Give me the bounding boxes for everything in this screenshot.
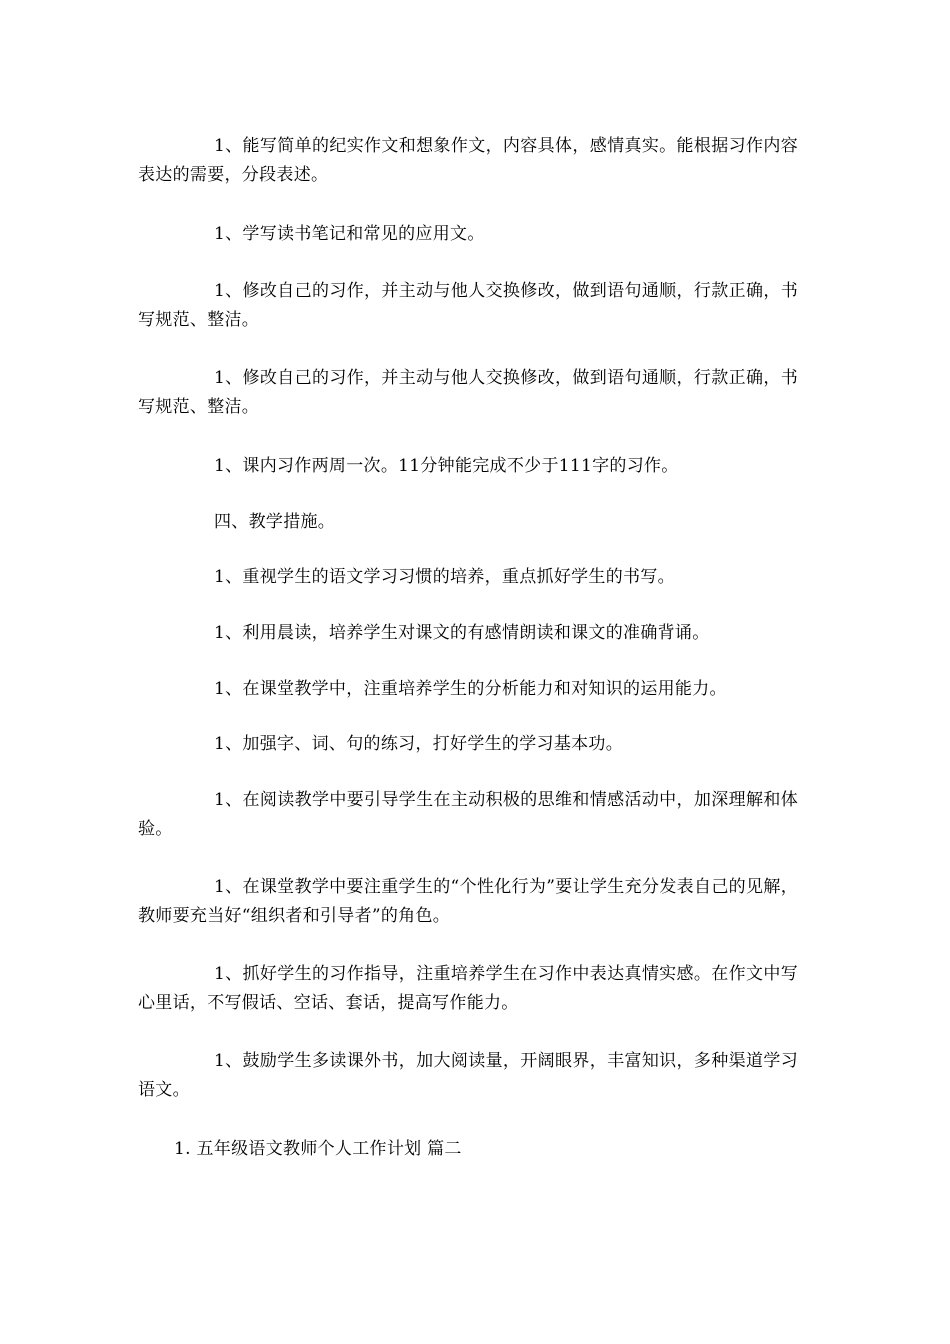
paragraph-11 [138,786,798,844]
section-title: 1. 五年级语文教师个人工作计划 篇二 [174,1139,462,1159]
paragraph-text: 1、能写简单的纪实作文和想象作文，内容具体，感情真实。能根据习作内容表达的需要，分段表述。 [138,136,798,185]
paragraph-text: 1、修改自己的习作，并主动与他人交换修改，做到语句通顺，行款正确，书写规范、整洁。 [138,281,798,330]
paragraph-13 [138,960,798,1018]
paragraph-2 [138,220,798,249]
paragraph-9 [138,675,798,704]
paragraph-text: 1、课内习作两周一次。11分钟能完成不少于111字的习作。 [214,456,679,476]
paragraph-text: 1、鼓励学生多读课外书，加大阅读量，开阔眼界，丰富知识，多种渠道学习语文。 [138,1051,798,1100]
section-heading-measures [138,508,798,537]
paragraph-4 [138,364,798,422]
paragraph-text: 1、在阅读教学中要引导学生在主动积极的思维和情感活动中，加深理解和体验。 [138,790,798,839]
paragraph-text: 1、在课堂教学中要注重学生的“个性化行为”要让学生充分发表自己的见解，教师要充当好“组织者和引导者”的角色。 [138,877,798,926]
paragraph-text: 1、加强字、词、句的练习，打好学生的学习基本功。 [214,734,624,754]
paragraph-5 [138,452,798,481]
paragraph-text: 1、抓好学生的习作指导，注重培养学生在习作中表达真情实感。在作文中写心里话，不写假话、空话、套话，提高写作能力。 [138,964,798,1013]
paragraph-text: 1、在课堂教学中，注重培养学生的分析能力和对知识的运用能力。 [214,679,727,699]
paragraph-14 [138,1047,798,1105]
paragraph-text: 1、利用晨读，培养学生对课文的有感情朗读和课文的准确背诵。 [214,623,710,643]
paragraph-text: 1、学写读书笔记和常见的应用文。 [214,224,485,244]
paragraph-10 [138,730,798,759]
paragraph-text: 1、修改自己的习作，并主动与他人交换修改，做到语句通顺，行款正确，书写规范、整洁。 [138,368,798,417]
paragraph-text: 1、重视学生的语文学习习惯的培养，重点抓好学生的书写。 [214,567,675,587]
paragraph-7 [138,563,798,592]
paragraph-3 [138,277,798,335]
paragraph-12 [138,873,798,931]
paragraph-1 [138,132,798,190]
paragraph-8 [138,619,798,648]
paragraph-text: 四、教学措施。 [214,512,336,532]
